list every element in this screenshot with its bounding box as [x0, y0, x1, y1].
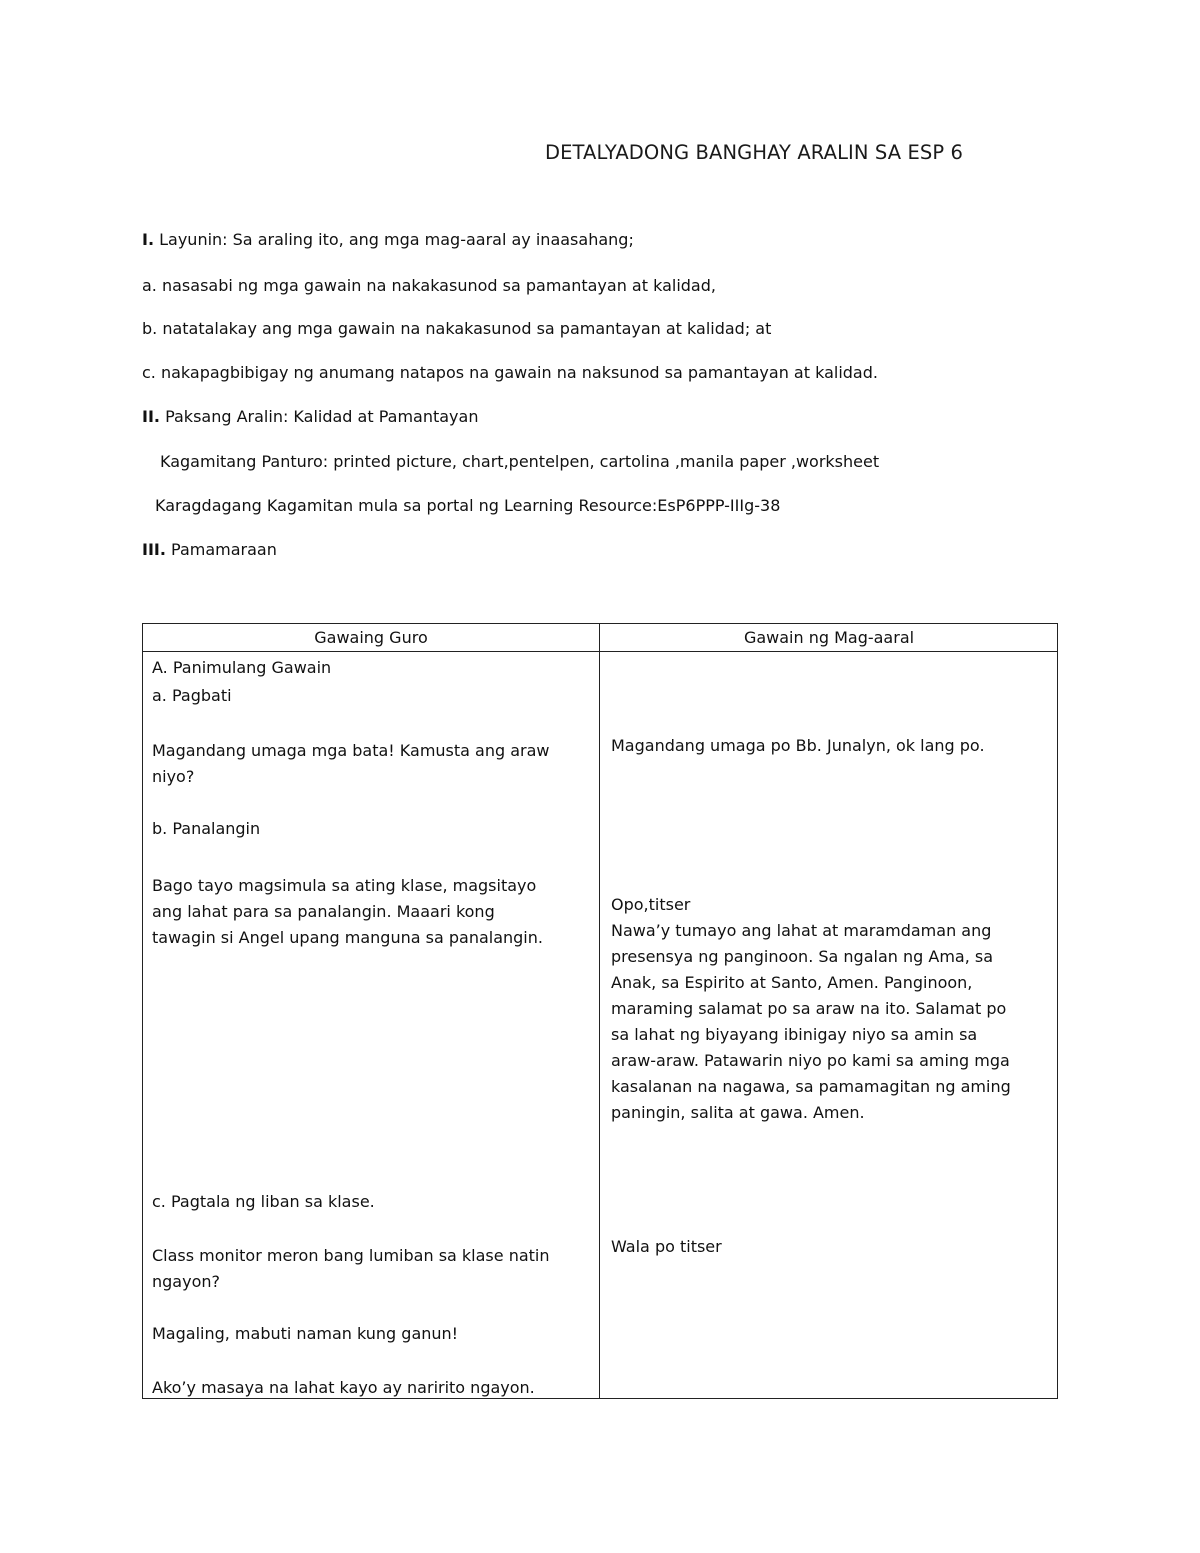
- section-a-label: A. Panimulang Gawain: [152, 658, 332, 677]
- pagtala-label: c. Pagtala ng liban sa klase.: [152, 1192, 375, 1211]
- subject-matter-label: II.: [142, 407, 160, 426]
- student-opo: Opo,titser: [611, 895, 691, 914]
- pagtala-line-1: Class monitor meron bang lumiban sa klase natin: [152, 1246, 550, 1265]
- pagbati-line-1: Magandang umaga mga bata! Kamusta ang araw: [152, 741, 550, 760]
- additional-materials-line: Karagdagang Kagamitan mula sa portal ng Learning Resource:EsP6PPP-IIIg-38: [155, 496, 781, 515]
- procedure-text: Pamamaraan: [165, 540, 277, 559]
- materials-line: Kagamitang Panturo: printed picture, chart,pentelpen, cartolina ,manila paper ,worksheet: [160, 452, 880, 471]
- subject-matter-heading: [142, 407, 478, 426]
- objective-item-b: b. natatalakay ang mga gawain na nakakasunod sa pamantayan at kalidad; at: [142, 319, 772, 338]
- objectives-text: Layunin: Sa araling ito, ang mga mag-aaral ay inaasahang;: [154, 230, 634, 249]
- prayer-line-3: Anak, sa Espirito at Santo, Amen. Panginoon,: [611, 973, 973, 992]
- prayer-line-6: araw-araw. Patawarin niyo po kami sa aming mga: [611, 1051, 1010, 1070]
- header-student: Gawain ng Mag-aaral: [743, 628, 915, 647]
- document-title: DETALYADONG BANGHAY ARALIN SA ESP 6: [545, 141, 964, 164]
- student-wala: Wala po titser: [611, 1237, 722, 1256]
- objectives-label: I.: [142, 230, 155, 249]
- pagtala-line-2: ngayon?: [152, 1272, 220, 1291]
- panalangin-label: b. Panalangin: [152, 819, 261, 838]
- student-greeting: Magandang umaga po Bb. Junalyn, ok lang po.: [611, 736, 985, 755]
- magaling-line: Magaling, mabuti naman kung ganun!: [152, 1324, 459, 1343]
- column-divider: [599, 624, 600, 1398]
- prayer-line-5: sa lahat ng biyayang ibinigay niyo sa amin sa: [611, 1025, 978, 1044]
- procedure-heading: [142, 540, 277, 559]
- prayer-line-1: Nawa’y tumayo ang lahat at maramdaman ang: [611, 921, 992, 940]
- prayer-line-8: paningin, salita at gawa. Amen.: [611, 1103, 865, 1122]
- panalangin-line-3: tawagin si Angel upang manguna sa panalangin.: [152, 928, 543, 947]
- prayer-line-2: presensya ng panginoon. Sa ngalan ng Ama, sa: [611, 947, 994, 966]
- objective-item-a: a. nasasabi ng mga gawain na nakakasunod sa pamantayan at kalidad,: [142, 276, 716, 295]
- pagbati-label: a. Pagbati: [152, 686, 232, 705]
- pagbati-line-2: niyo?: [152, 767, 195, 786]
- subject-matter-text: Paksang Aralin: Kalidad at Pamantayan: [159, 407, 479, 426]
- objectives-heading: [142, 230, 634, 249]
- prayer-line-4: maraming salamat po sa araw na ito. Salamat po: [611, 999, 1007, 1018]
- header-teacher: Gawaing Guro: [314, 628, 428, 647]
- panalangin-line-2: ang lahat para sa panalangin. Maaari kong: [152, 902, 495, 921]
- header-divider: [143, 651, 1057, 652]
- masaya-line: Ako’y masaya na lahat kayo ay naririto ngayon.: [152, 1378, 535, 1397]
- procedure-label: III.: [142, 540, 166, 559]
- panalangin-line-1: Bago tayo magsimula sa ating klase, magsitayo: [152, 876, 537, 895]
- prayer-line-7: kasalanan na nagawa, sa pamamagitan ng aming: [611, 1077, 1011, 1096]
- procedure-table: [142, 623, 1058, 1399]
- objective-item-c: c. nakapagbibigay ng anumang natapos na gawain na naksunod sa pamantayan at kalidad.: [142, 363, 878, 382]
